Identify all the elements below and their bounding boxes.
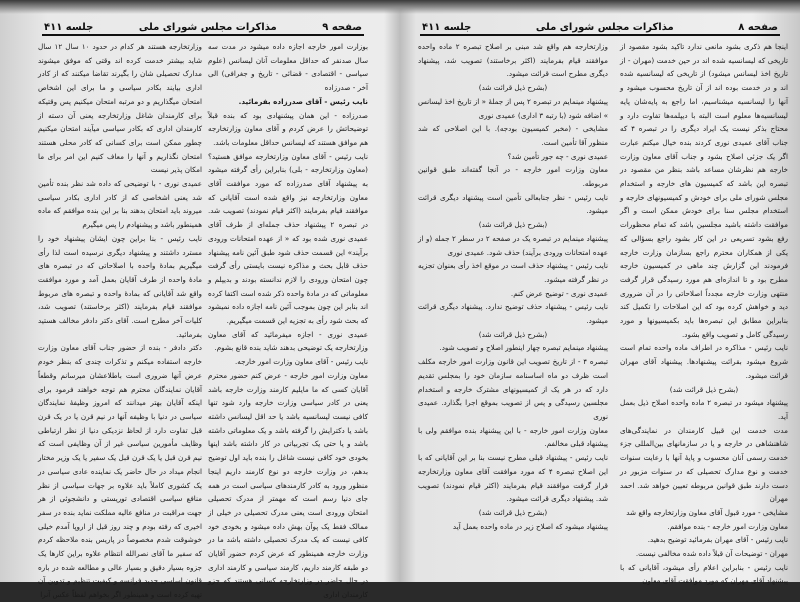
paragraph: تبصره ۴ - از تاریخ تصویب این قانون وزارت امور خارجه مکلف است ظرف دو ماه اساسنامه سازمان خود را بمجلس تقدیم دارد که در هر یک از کمیسیونهای مشترک خارجه و استخدام مجلسین رسیدگی و پس از تصویب بموقع اجرا بگذارد. عمیدی نوری bbox=[418, 357, 608, 421]
paragraph: عمیدی نوری - چه جور تأمین شد؟ bbox=[507, 151, 608, 161]
page-header bbox=[42, 20, 364, 36]
paragraph: وزارتخارجه هستند هر کدام در حدود ۱۰ سال ۱۲ سال شاید بیشتر خدمت کرده اند وقتی که موفق میشوند مدارک تحصیلی شان را بگیرند تقاضا میکنند که از کادر اداری بیایند بکادر سیاسی و ما برای این اشخاص امتحان میگذاریم و دو مرتبه امتحان میکنیم پس وقتیکه برای کارمندان شاغل وزارتخارجه یعنی آن دسته از کارمندان اداری که بکادر سیاسی میآیند امتحان میکنیم چطور ممکن است برای کسانی که کادر محلی هستند امتحان نگذاریم و آنها را معاف کنیم این امر برای ما امکان پذیر نیست bbox=[38, 42, 202, 175]
paragraph: عمیدی نوری - اجازه میفرمائید که آقای معاون وزارتخارجه یک توضیحی بدهند شاید بنده قانع بشوم. bbox=[208, 329, 368, 353]
text-column-left bbox=[418, 40, 608, 533]
text-column-left bbox=[38, 40, 202, 602]
paragraph: نایب رئیس - بنا براین چون ایشان پیشنهاد خود را مسترد داشتند و پیشنهاد دیگری نرسیده است لذا رأی میگیریم بمادهٔ واحده با اصلاحاتی که در تبصره های مادهٔ واحده از طرف آقایان بعمل آمد و مورد موافقت واقع شد آقایانی که بمادهٔ واحده و تبصره های مربوط موافقند قیام بفرمایند (اکثر برخاستند) تصویب شد، کلیات آخر مطرح است. آقای دکتر دادفر مخالف هستید بفرمائید. bbox=[38, 233, 202, 339]
paragraph: (بشرح ذیل قرائت شد) bbox=[478, 220, 548, 230]
page-number: صفحه ۸ bbox=[738, 22, 778, 33]
paragraph: صدرزاده - این همان پیشنهادی بود که بنده قبلاً توضیحاتش را عرض کردم و آقای معاون وزارتخارجه هم موافق هستند که لیسانس حداقل معلومات باشد. bbox=[208, 110, 368, 147]
page-title: مذاکرات مجلس شورای ملی bbox=[138, 22, 277, 33]
text-column-right bbox=[620, 40, 788, 588]
paragraph: نایب رئیس - آقای مهران بفرمائید توضیح بدهید. bbox=[647, 535, 788, 545]
paragraph: نایب رئیس - پیشنهاد قبلی مطرح نیست بنا بر این آقایانی که با این اصلاح تبصره ۴ که مورد موافقت آقای معاون وزارتخارجه قرار گرفت موافقند قیام بفرمایند (اکثر قیام نمودند) تصویب شد. پیشنهاد دیگری قرائت میشود. bbox=[418, 453, 608, 504]
paragraph: پیشنهاد مینمایم تبصره چهار اینطور اصلاح و تصویب شود. bbox=[439, 343, 608, 353]
paragraph: پیشنهاد مینمایم در تبصره یک در صفحه ۲ در سطر ۲ جمله (و از عهده امتحانات ورودی برآیند) حذف شود. عمیدی نوری bbox=[418, 233, 608, 257]
paragraph: نایب رئیس - پیشنهاد حذف توضیح ندارد. پیشنهاد دیگری قرائت میشود. bbox=[418, 302, 608, 326]
paragraph: پیشنهاد مینمایم در تبصره ۲ پس از جملهٔ « از تاریخ اخذ لیسانس » اضافه شود (با رتبه ۳ اداری) عمیدی نوری bbox=[418, 96, 608, 120]
paragraph: عمیدی نوری - توضیح عرض کنم. bbox=[510, 288, 608, 298]
paragraph: مشایخی - (مخبر کمیسیون بودجه). با این اصلاحی که شد منظور آقا تأمین است. bbox=[418, 124, 608, 147]
page-9 bbox=[0, 0, 400, 600]
text-column-right bbox=[208, 40, 368, 602]
paragraph: معاون وزارت امور خارجه - در آنجا گفته‌اند طبق قوانین مربوطه. bbox=[418, 165, 608, 189]
page-8 bbox=[402, 0, 800, 586]
paragraph: نایب رئیس - نظر جنابعالی تأمین است پیشنهاد دیگری قرائت میشود. bbox=[418, 192, 608, 216]
paragraph: نایب رئیس - مذاکره در اطراف ماده واحده تمام است شروع میشود بقرائت پیشنهادها. پیشنهاد آقای مهران قرائت میشود. bbox=[620, 343, 788, 380]
paragraph: مهران - توضیحات آن قبلاً داده شده مخالفی نیست. bbox=[635, 549, 788, 559]
paragraph: نایب رئیس - آقای معاون وزارتخارجه موافق هستید؟ (معاون وزارتخارجه - بلی) بنابراین رأی گرفته میشود به پیشنهاد آقای صدرزاده که مورد موافقت آقای معاون وزارتخارجه نیز واقع شده است آقایانی که موافقند قیام بفرمایند (اکثر قیام نمودند) تصویب شد. در تبصره ۲ پیشنهاد حذف جمله‌ای از طرف آقای عمیدی نوری شده بود که « از عهده امتحانات ورودی برآیند» این قسمت حذف شود طبق آئین نامه پیشنهاد حذف قابل بحث و مذاکره نیست بایستی رأی گرفت چون امتحان ورودی را لازم ندانسته بودند و بدیپلم و معلوماتی که در مادهٔ واحده ذکر شده است اکتفا کرده اند بنابر این چون بموجب آئین نامه اجازه داده نمیشود که بحث شود رأی به تجزیه این قسمت میگیریم. bbox=[208, 151, 368, 326]
paragraph: نایب رئیس - بنابراین اعلام رأی میشود، آقایانی که با پیشنهاد آقای مهران که مورد موافقت آقای معاون bbox=[620, 562, 788, 586]
paragraph: دکتر دادفر - بنده از حضور جناب آقای معاون وزارت خارجه استفاده میکنم و تذکرات چندی که بنظر خودم عرض آنها ضروری است باطلاعشان میرسانم وقطعاً آقایان نمایندگان محترم هم توجه خواهند فرمود برای اینکه آقایان بهتر میدانند که امروز وظیفهٔ نمایندگان سیاسی در دنیا با وظیفه آنها در نیم قرن یا در یک قرن قبل تفاوت دارد از لحاظ نزدیکی دنیا از نظر ارتباطی وظایف مأمورین سیاسی غیر از آن وظایفی است که نیم قرن قبل یا یک قرن قبل یک سفیر یا یک وزیر مختار انجام میداد در حال حاضر یک نماینده عادی سیاسی در یک کشوری کاملاً باید علاوه بر جهات سیاسی از نظر منافع سیاسی اقتصادی توریستی و دانشجوئی از هر جهت مراقبت در منافع عالیه مملکت نماید بنده در سفر اخیری که رفته بودم و چند روز قبل از اروپا آمدم خیلی خوشوقت شدم مخصوصاً در پاریس بنده ملاحظه کردم که سفیر ما آقای نصرالله انتظام علاوه براین کارها یک جزوه بسیار دقیق و بسیار عالی و مطالعه شده در باره قانون اساسی جدید فرانسه و کیفیت تنظیم و تدوین آن تهیه کرده است و همینطور اگر بخواهم لفظاً عکس آنرا bbox=[38, 343, 202, 600]
paragraph: اینجا هم ذکری بشود مانعی ندارد تاکید بشود مقصود از تاریخی که لیسانسیه شده اند در حین خدمت (مهران - از تاریخ اخذ لیسانس میشود) از تاریخی که لیسانسیه شده اند و در خدمت بوده اند از آن تاریخ محسوب میشود و آنها را لیسانسیه میشناسیم، اما راجع به پایه‌شان پایه لیسانسیه‌ها معلوم است البته با دیپلمه‌ها تفاوت دارد و محتاج بذکر نیست یک ایراد دیگری را در تبصره ۴ که جناب آقای عمیدی نوری کردند بنده خیال میکنم عبارت اگر یک جزئی اصلاح بشود و جناب آقای معاون وزارت خارجه هم نظرشان مساعد باشد بنظر من مقصود در تبصره این باشد که کمیسیون های خارجه و استخدام مجلس شورای ملی برای خودش و کمیسیونهای خارجه و استخدام مجلس سنا برای خودش ممکن است و اگر موافقت داشته باشید مجلسین باشد که تمام محظورات رفع بشود تسریعی در این کار بشود راجع بسؤالی که یکی از همکاران محترم راجع بسازمان وزارت خارجه فرمودند این گزارش چند ماهی در کمیسیون خارجه مطرح بود و تا اندازه‌ای هم مورد رسیدگی قرار گرفت منتهی وزارت خارجه مجدداً اصلاحاتی را در آن ضروری دید و خواهش کرده بود که این اصلاحات را تکمیل کند بنابراین مطابق این تبصره‌ها باید بکمیسیونها و مورد رسیدگی کامل و تصویب واقع بشود. bbox=[620, 42, 789, 339]
paragraph: معاون وزارت امور خارجه - عرض کنم حضور محترم آقایان کسی که ما مایلیم کارمند وزارت خارجه باشد یعنی در کادر سیاسی وزارت خارجه وارد شود تنها کافی نیست لیسانسیه باشد یا حد اقل لیسانس داشته باشد یا دکترایش را گرفته باشد و یک معلوماتی داشته باشد و یا حتی یک تجربیاتی در کار داشته باشد اینها بخودی خود کافی نیست شاغل را بنده باید اول توضیح بدهم، در وزارت خارجه دو نوع کارمند داریم اینجا منظور ورود به کادر کارمندهای سیاسی است در همه جای دنیا رسم است که مهمتر از مدرک تحصیلی امتحان ورودی است یعنی مدرک تحصیلی در خیلی از ممالک فقط یک پوآن بهش داده میشود و بخودی خود کافی نیست که یک مدرک تحصیلی داشته باشد ما در وزارت خارجه همینطور که عرض کردم حضور آقایان دو طبقه کارمند داریم، کارمند سیاسی و کارمند اداری در حال حاضر در وزارتخارجه کسانی هستند که جزو کارمندان اداری bbox=[208, 370, 368, 600]
paragraph: نایب رئیس - پیشنهاد حذف است در موقع اخذ رأی بعنوان تجزیه در نظر گرفته میشود. bbox=[418, 261, 608, 284]
page-title: مذاکرات مجلس شورای ملی bbox=[535, 22, 674, 33]
session-number: جلسه ۴۱۱ bbox=[44, 22, 94, 33]
paragraph: بوزارت امور خارجه اجازه داده میشود در مدت سه سال صدنفر که حداقل معلومات آنان لیسانس (علوم سیاسی - اقتصادی - قضائی - تاریخ و جغرافی) الی آخر - صدرزاده bbox=[208, 42, 368, 93]
paragraph: مدت خدمت این قبیل کارمندان در نمایندگی‌های شاهنشاهی در خارجه و یا در سازمانهای بین‌المللی جزء خدمت رسمی آنان محسوب و پایهٔ آنها با رعایت سنوات خدمت و نوع مدارک تحصیلی که در سنوات مزبور در دست دارند طبق قوانین مربوطه تعیین خواهد شد. احمد مهران bbox=[620, 425, 788, 504]
paragraph: مشایخی - مورد قبول آقای معاون وزارتخارجه واقع شد bbox=[626, 507, 788, 517]
paragraph: عمیدی نوری - با توضیحی که داده شد نظر بنده تأمین شد یعنی اشخاصی که از کادر اداری بکادر سیاسی میروند باید امتحان بدهند بنا بر این بنده موافقم که ماده همینطور باشد و پیشنهادم را پس میگیرم bbox=[38, 179, 202, 230]
paragraph: (بشرح ذیل قرائت شد) bbox=[478, 507, 548, 517]
paragraph: پیشنهاد میشود که اصلاح زیر در ماده واحده بعمل آید bbox=[452, 521, 608, 531]
paragraph: نایب رئیس - آقای صدرزاده بفرمائید. bbox=[238, 96, 368, 106]
paragraph: (بشرح ذیل قرائت شد) bbox=[478, 329, 548, 339]
page-number: صفحه ۹ bbox=[322, 22, 362, 33]
paragraph: نایب رئیس - آقای معاون وزارت امور خارجه. bbox=[234, 357, 368, 367]
paragraph: (بشرح ذیل قرائت شد) bbox=[478, 83, 548, 93]
paragraph: وزارتخارجه هم واقع شد مبنی بر اصلاح تبصره ۲ ماده واحده موافقند قیام بفرمایند (اکثر برخاستند) تصویب شد، پیشنهاد دیگری مطرح است قرائت میشود. bbox=[418, 42, 608, 79]
page-header bbox=[420, 20, 780, 36]
paragraph: معاون وزارت امور خارجه - با این پیشنهاد بنده موافقم ولی با پیشنهاد قبلی مخالفم. bbox=[418, 425, 608, 449]
session-number: جلسه ۴۱۱ bbox=[422, 22, 472, 33]
paragraph: (بشرح ذیل قرائت شد) bbox=[669, 384, 739, 394]
paragraph: پیشنهاد میشود در تبصره ۲ ماده واحده اصلاح ذیل بعمل آید. bbox=[620, 398, 788, 421]
paragraph: معاون وزارت امور خارجه - بنده موافقم. bbox=[667, 521, 788, 531]
